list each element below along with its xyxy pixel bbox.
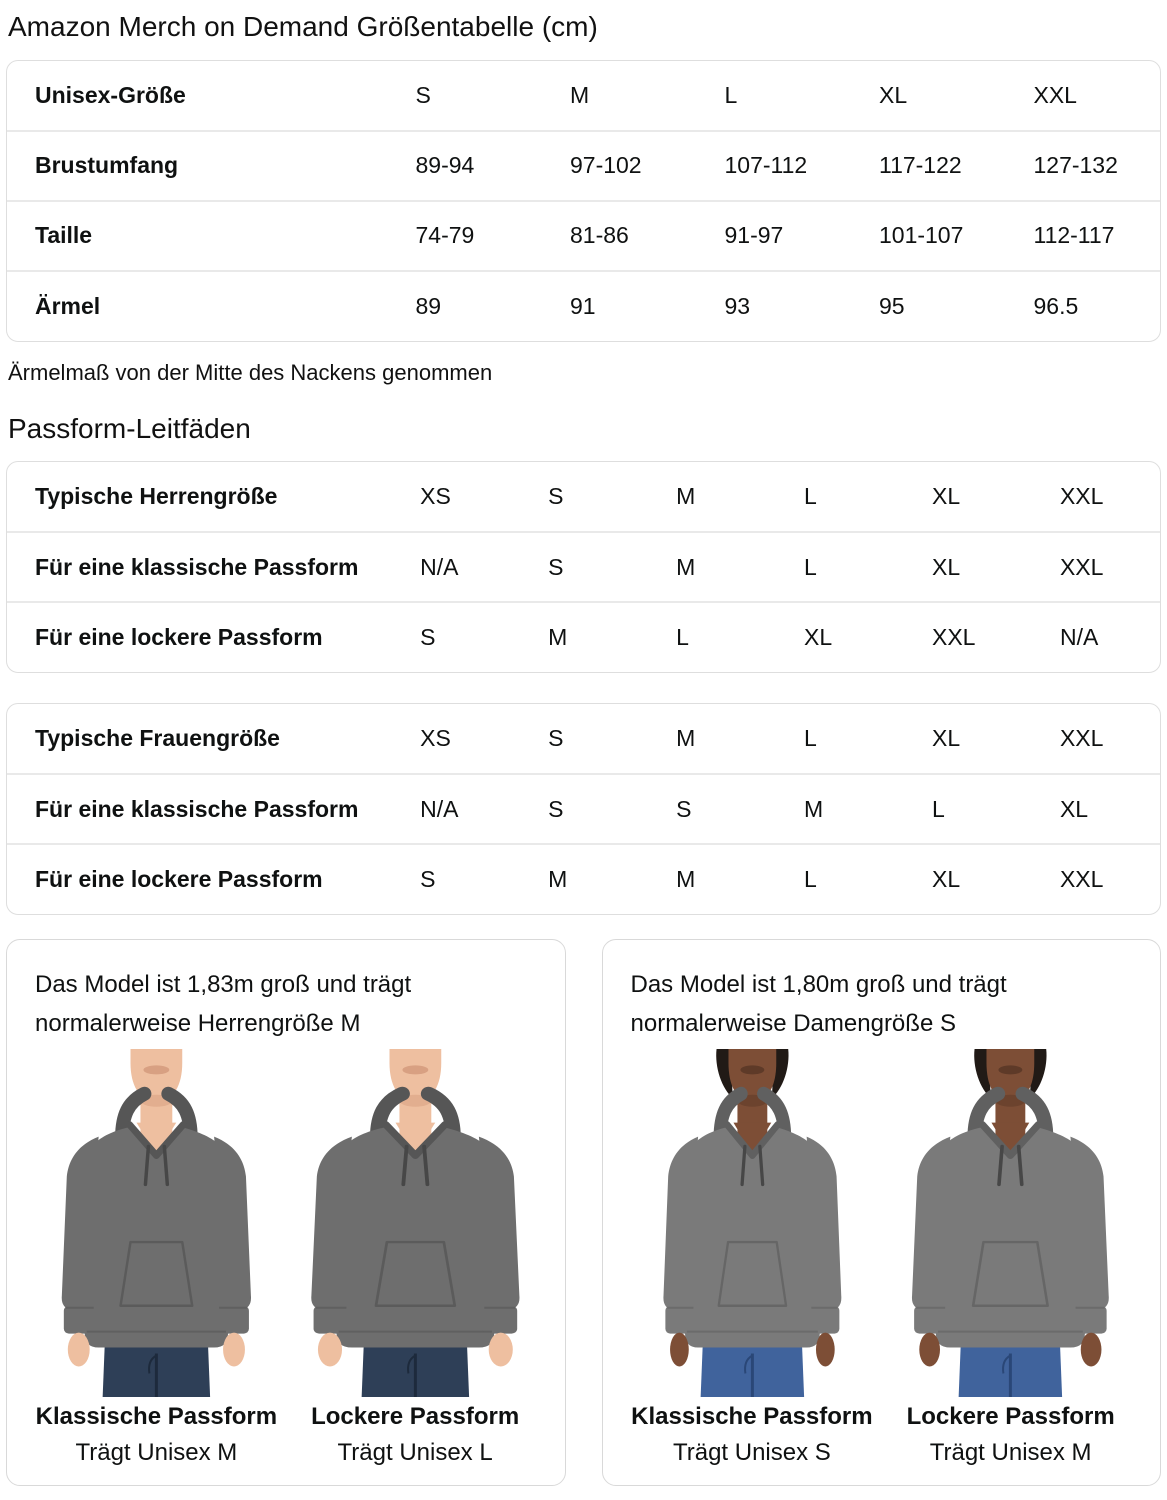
women-card-caption [631, 966, 1141, 1043]
unisex-size-table [7, 61, 1160, 341]
size-cell: XL [776, 602, 904, 672]
fit-label: Klassische Passform [35, 1403, 278, 1431]
size-cell: 89-94 [387, 131, 542, 201]
men-loose-fit-figure [286, 1049, 545, 1467]
row-label: Brustumfang [7, 131, 387, 201]
row-label: Typische Herrengröße [35, 483, 278, 510]
caption-line: Das Model ist 1,83m groß und trägt [35, 971, 412, 999]
table-row [7, 602, 1160, 672]
mouth [999, 1065, 1023, 1074]
size-cell: 97-102 [542, 131, 697, 201]
size-cell: 112-117 [1005, 201, 1160, 271]
table-row [7, 271, 1160, 341]
size-cell: S [415, 81, 431, 108]
left-hand [68, 1333, 90, 1367]
hoodie-body [936, 1127, 1085, 1348]
left-cuff [313, 1306, 348, 1334]
size-cell: XL [1032, 774, 1160, 844]
jeans-group [103, 1348, 210, 1398]
row-label: Typische Frauengröße [35, 725, 280, 752]
size-cell: XXL [1059, 483, 1104, 510]
right-cuff [482, 1306, 517, 1334]
size-cell: XXL [1059, 725, 1104, 752]
model-photo-man-loose [286, 1049, 545, 1397]
size-cell: M [520, 602, 648, 672]
right-sleeve [479, 1137, 520, 1312]
size-cell: 81-86 [542, 201, 697, 271]
size-cell: S [548, 725, 564, 752]
row-label: Für eine lockere Passform [7, 844, 392, 914]
size-cell: L [724, 81, 738, 108]
size-cell: S [392, 602, 520, 672]
size-cell: N/A [1032, 602, 1160, 672]
row-label: Taille [7, 201, 387, 271]
right-hand [815, 1333, 834, 1367]
size-cell: XL [904, 532, 1032, 602]
size-cell: 93 [696, 271, 851, 341]
left-cuff [665, 1306, 695, 1334]
left-sleeve [663, 1137, 698, 1312]
size-cell: XL [904, 844, 1032, 914]
fit-sublabel: Trägt Unisex M [929, 1439, 1092, 1467]
caption-line: normalerweise Herrengröße M [35, 1009, 361, 1037]
hoodie-body [685, 1127, 820, 1348]
women-fit-table-panel [6, 703, 1161, 915]
men-fit-table-panel [6, 461, 1161, 673]
size-cell: S [520, 532, 648, 602]
sleeve-measure-note: Ärmelmaß von der Mitte des Nackens genommen [8, 359, 493, 385]
size-cell: XXL [1032, 532, 1160, 602]
size-cell: S [548, 483, 564, 510]
size-cell: S [520, 774, 648, 844]
size-cell: M [676, 725, 696, 752]
size-cell: L [776, 844, 904, 914]
model-photo-man-classic [27, 1049, 286, 1397]
size-cell: XL [932, 483, 961, 510]
women-model-card [602, 939, 1162, 1486]
size-cell: M [776, 774, 904, 844]
left-cuff [64, 1306, 96, 1334]
size-cell: S [392, 844, 520, 914]
size-cell: L [648, 602, 776, 672]
size-cell: XS [420, 483, 451, 510]
size-cell: N/A [392, 532, 520, 602]
size-cell: M [648, 844, 776, 914]
size-cell: XXL [1033, 81, 1077, 108]
right-sleeve [806, 1137, 841, 1312]
row-label: Für eine lockere Passform [7, 602, 392, 672]
size-cell: 91-97 [696, 201, 851, 271]
men-figures [27, 1049, 545, 1467]
left-cuff [914, 1306, 947, 1334]
fit-sublabel: Trägt Unisex S [672, 1439, 831, 1467]
model-cards [6, 939, 1161, 1486]
size-cell: L [804, 725, 817, 752]
size-cell: 95 [851, 271, 1006, 341]
women-figures [623, 1049, 1141, 1467]
size-cell: XXL [1032, 844, 1160, 914]
page-title: Amazon Merch on Demand Größentabelle (cm) [8, 11, 598, 42]
women-loose-fit-figure [881, 1049, 1140, 1467]
left-sleeve [311, 1137, 352, 1312]
right-hand [488, 1333, 512, 1367]
jeans-group [959, 1348, 1062, 1398]
hoodie-body [85, 1127, 228, 1348]
size-cell: M [569, 81, 590, 108]
size-cell: XL [932, 725, 961, 752]
table-row [7, 532, 1160, 602]
size-cell: S [648, 774, 776, 844]
size-cell: 127-132 [1005, 131, 1160, 201]
mouth [143, 1065, 169, 1074]
size-cell: M [648, 532, 776, 602]
women-fit-table [7, 704, 1160, 914]
left-sleeve [912, 1137, 950, 1312]
right-sleeve [1071, 1137, 1109, 1312]
fit-sublabel: Trägt Unisex L [337, 1439, 493, 1467]
size-cell: N/A [392, 774, 520, 844]
size-cell: XXL [904, 602, 1032, 672]
size-cell: L [804, 483, 817, 510]
right-cuff [1074, 1306, 1107, 1334]
table-row [7, 61, 1160, 131]
right-hand [1081, 1333, 1102, 1367]
row-label: Ärmel [7, 271, 387, 341]
jeans-group [361, 1348, 468, 1398]
left-sleeve [62, 1137, 99, 1312]
right-sleeve [214, 1137, 251, 1312]
row-label: Unisex-Größe [35, 81, 186, 108]
size-cell: 89 [387, 271, 542, 341]
right-cuff [809, 1306, 839, 1334]
size-cell: M [676, 483, 696, 510]
table-row [7, 201, 1160, 271]
size-cell: 96.5 [1005, 271, 1160, 341]
model-photo-woman-loose [881, 1049, 1140, 1397]
size-cell: 117-122 [851, 131, 1006, 201]
size-cell: 91 [542, 271, 697, 341]
hoodie-body [336, 1127, 494, 1348]
row-label: Für eine klassische Passform [7, 774, 392, 844]
left-hand [318, 1333, 342, 1367]
men-model-card [6, 939, 566, 1486]
men-fit-table [7, 462, 1160, 672]
left-hand [670, 1333, 689, 1367]
table-row [7, 844, 1160, 914]
table-row [7, 131, 1160, 201]
unisex-size-table-panel [6, 60, 1161, 342]
size-cell: L [904, 774, 1032, 844]
men-card-caption [35, 966, 545, 1043]
fit-guides-heading: Passform-Leitfäden [8, 412, 251, 444]
table-row [7, 462, 1160, 532]
size-cell: 107-112 [696, 131, 851, 201]
model-photo-woman-classic [623, 1049, 882, 1397]
right-hand [223, 1333, 245, 1367]
fit-label: Klassische Passform [631, 1403, 873, 1431]
row-label: Für eine klassische Passform [7, 532, 392, 602]
size-cell: XL [878, 81, 908, 108]
fit-label: Lockere Passform [906, 1403, 1115, 1431]
caption-line: Das Model ist 1,80m groß und trägt [630, 971, 1007, 999]
size-cell: XS [420, 725, 451, 752]
caption-line: normalerweise Damengröße S [630, 1009, 956, 1037]
mouth [740, 1065, 764, 1074]
jeans-group [700, 1348, 803, 1398]
men-classic-fit-figure [27, 1049, 286, 1467]
size-cell: 74-79 [387, 201, 542, 271]
size-cell: L [776, 532, 904, 602]
table-row [7, 774, 1160, 844]
fit-sublabel: Trägt Unisex M [75, 1439, 238, 1467]
right-cuff [217, 1306, 249, 1334]
size-cell: 101-107 [851, 201, 1006, 271]
size-cell: M [520, 844, 648, 914]
left-hand [920, 1333, 941, 1367]
women-classic-fit-figure [623, 1049, 882, 1467]
mouth [402, 1065, 428, 1074]
fit-label: Lockere Passform [311, 1403, 520, 1431]
table-row [7, 704, 1160, 774]
